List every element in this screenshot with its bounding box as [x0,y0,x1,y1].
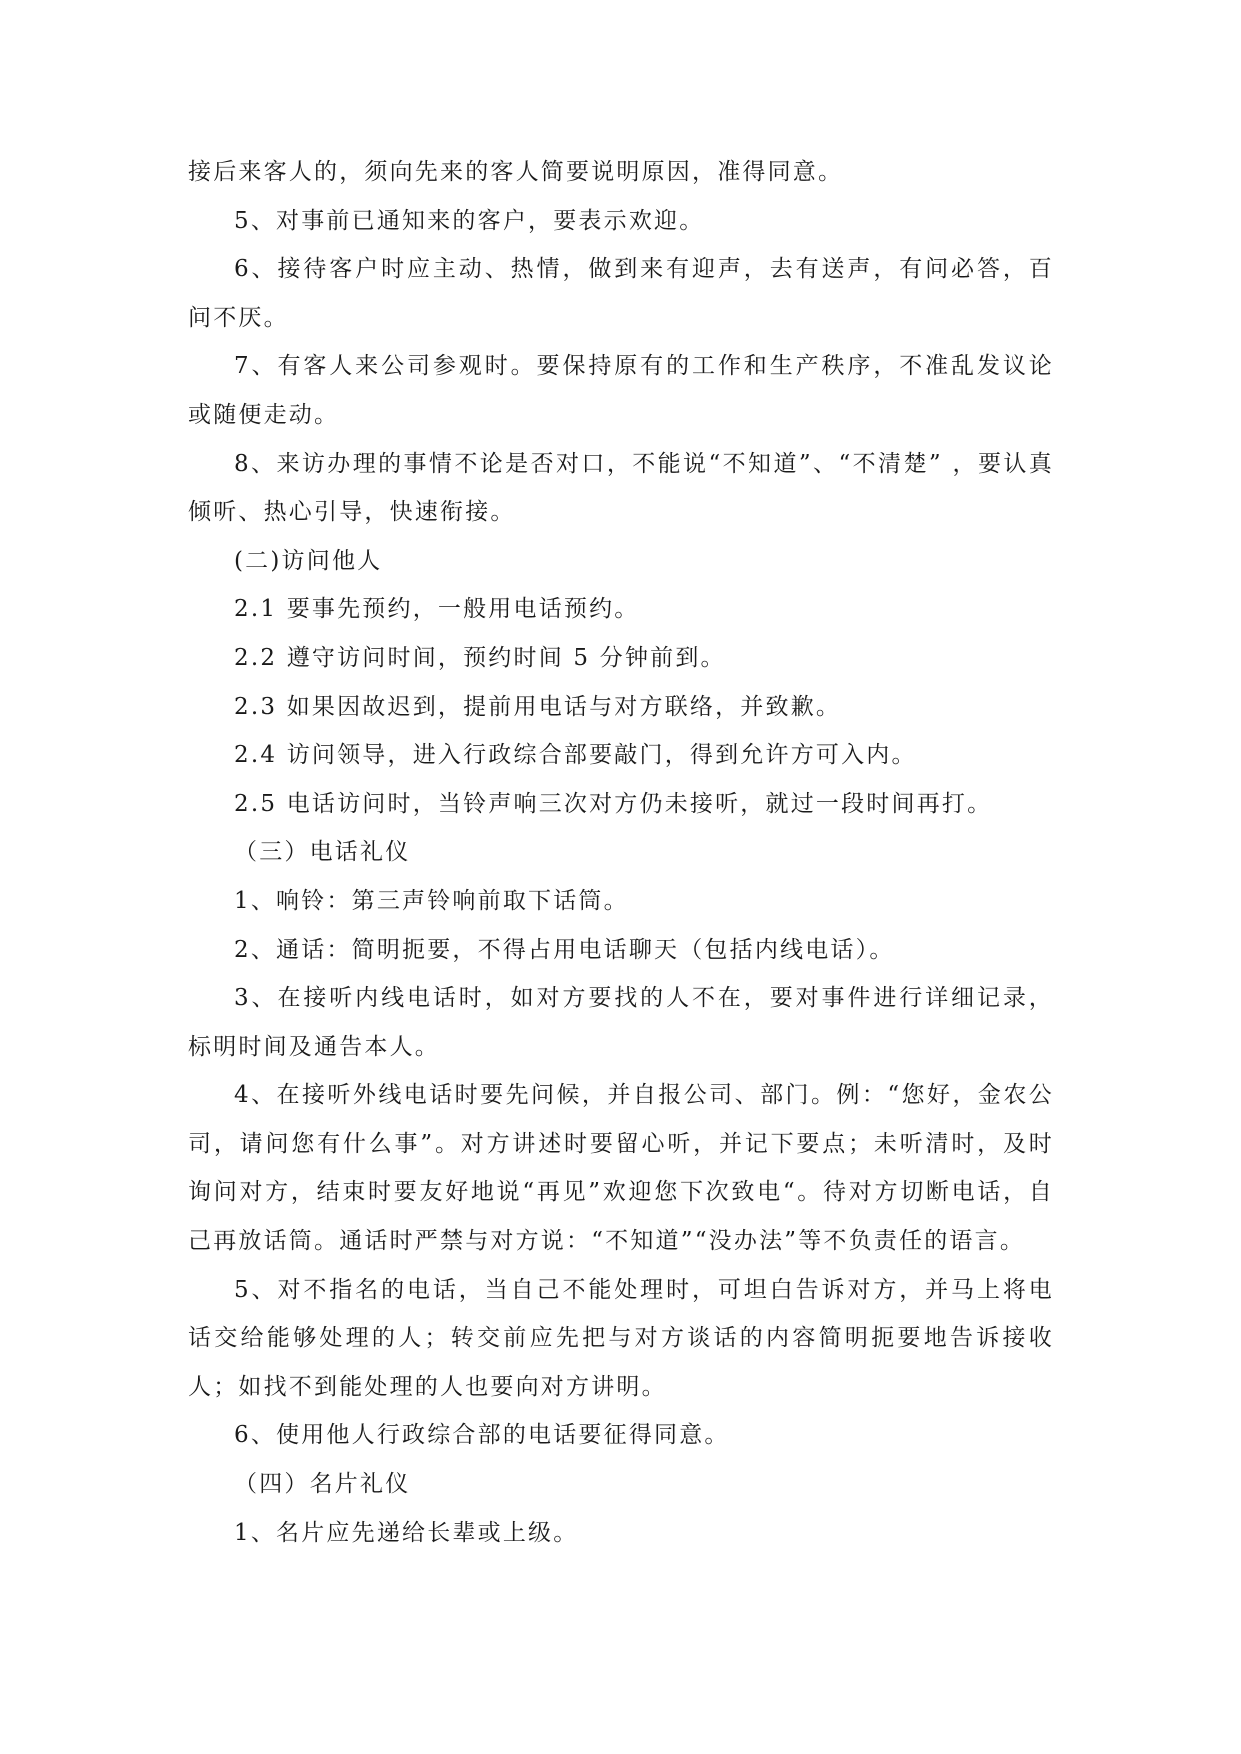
paragraph-phone-2: 2、通话：简明扼要，不得占用电话聊天（包括内线电话）。 [234,936,895,963]
paragraph-phone-4: 4、在接听外线电话时要先问候，并自报公司、部门。例：“您好，金农公司，请问您有什么事”。对方讲述时要留心听，并记下要点；未听清时，及时询问对方，结束时要友好地说“再见”欢迎您下次致电“。待对方切断电话，自己再放话筒。通话时严禁与对方说：“不知道”“没办法”等不负责任的语言。 [188,1082,1054,1255]
paragraph-item-8: 8、来访办理的事情不论是否对口，不能说“不知道”、“不清楚” ，要认真倾听、热心引导，快速衔接。 [188,450,1054,526]
document-page [188,148,1054,1557]
paragraph-card-1: 1、名片应先递给长辈或上级。 [234,1519,579,1546]
section-heading-card: （四）名片礼仪 [234,1471,411,1498]
paragraph-item-2-1: 2.1 要事先预约，一般用电话预约。 [234,596,640,623]
paragraph-continuation: 接后来客人的，须向先来的客人简要说明原因，准得同意。 [188,159,844,185]
paragraph-phone-3: 3、在接听内线电话时，如对方要找的人不在，要对事件进行详细记录，标明时间及通告本人。 [188,985,1054,1060]
paragraph-phone-6: 6、使用他人行政综合部的电话要征得同意。 [234,1422,730,1449]
paragraph-item-2-5: 2.5 电话访问时，当铃声响三次对方仍未接听，就过一段时间再打。 [234,790,993,817]
section-heading-phone: （三）电话礼仪 [234,839,411,866]
paragraph-item-2-2: 2.2 遵守访问时间，预约时间 5 分钟前到。 [234,644,726,671]
paragraph-item-2-4: 2.4 访问领导，进入行政综合部要敲门，得到允许方可入内。 [234,742,917,769]
paragraph-item-6: 6、接待客户时应主动、热情，做到来有迎声，去有送声，有问必答，百问不厌。 [188,256,1054,331]
paragraph-item-7: 7、有客人来公司参观时。要保持原有的工作和生产秩序，不准乱发议论或随便走动。 [188,353,1054,428]
paragraph-item-2-3: 2.3 如果因故迟到，提前用电话与对方联络，并致歉。 [234,693,842,720]
paragraph-phone-5: 5、对不指名的电话，当自己不能处理时，可坦白告诉对方，并马上将电话交给能够处理的人；转交前应先把与对方谈话的内容简明扼要地告诉接收人；如找不到能处理的人也要向对方讲明。 [188,1276,1054,1400]
paragraph-phone-1: 1、响铃：第三声铃响前取下话筒。 [234,887,629,914]
section-heading-visiting: (二)访问他人 [234,547,383,574]
paragraph-item-5: 5、对事前已通知来的客户，要表示欢迎。 [234,207,705,234]
